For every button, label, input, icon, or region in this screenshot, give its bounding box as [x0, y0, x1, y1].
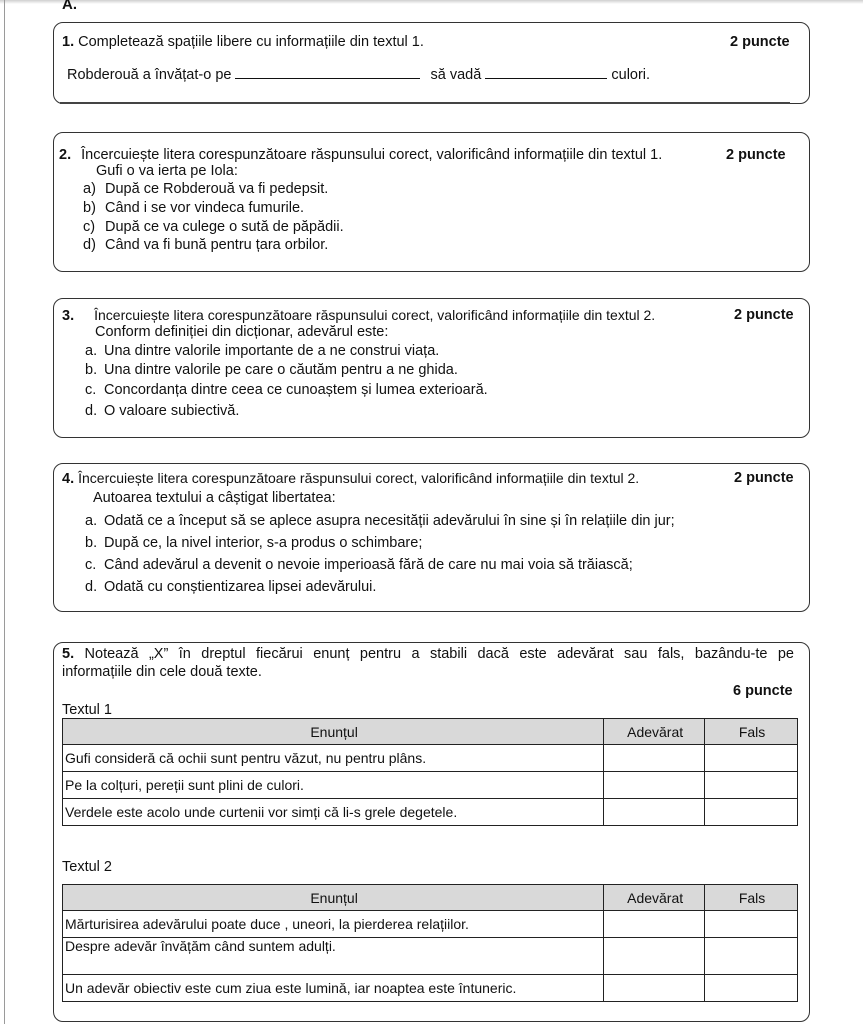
statement-cell: Gufi consideră că ochii sunt pentru văzut, nu pentru plâns.	[63, 745, 604, 772]
page-top-shade	[0, 0, 863, 4]
fill-text-part-2: să vadă	[430, 67, 482, 83]
question-2-option-d[interactable]	[83, 237, 328, 253]
statement-cell: Verdele este acolo unde curtenii vor simți că li-s grele degetele.	[63, 799, 604, 826]
table-2-label: Textul 2	[62, 859, 112, 875]
question-1-number: 1.	[62, 34, 75, 50]
option-label: d)	[83, 237, 96, 253]
question-5-number: 5.	[62, 646, 75, 662]
section-label: A.	[62, 0, 77, 13]
column-header-true: Adevărat	[604, 885, 705, 911]
true-false-table-text-1	[62, 718, 798, 826]
question-2-option-b[interactable]	[83, 200, 304, 216]
option-label: c.	[85, 382, 97, 398]
question-2-number: 2.	[59, 147, 72, 163]
fill-text-part-1: Robderouă a învățat-o pe	[67, 67, 232, 83]
fill-text-part-3: culori.	[611, 67, 651, 83]
table-row	[63, 799, 798, 826]
question-4-option-c[interactable]	[85, 557, 633, 573]
question-1-fill-sentence	[67, 66, 650, 83]
question-5-instruction-1: Notează „X” în dreptul fiecărui enunț pentru a stabili dacă este adevărat sau fals, bazându-te pe	[84, 646, 794, 662]
option-text: Una dintre valorile importante de a ne construi viața.	[104, 343, 440, 359]
question-4-option-a[interactable]	[85, 513, 675, 529]
table-row	[63, 772, 798, 799]
option-text: După ce va culege o sută de păpădii.	[105, 219, 344, 235]
option-text: După ce, la nivel interior, s-a produs o schimbare;	[104, 535, 423, 551]
option-label: d.	[85, 579, 98, 595]
fill-blank-2[interactable]	[485, 66, 607, 79]
question-3-prompt: Conform definiției din dicționar, adevărul este:	[95, 324, 389, 340]
question-1-instruction: Completează spațiile libere cu informațiile din textul 1.	[78, 34, 424, 50]
false-answer-cell[interactable]	[705, 799, 798, 826]
question-4-instruction: Încercuiește litera corespunzătoare răspunsului corect, valorificând informațiile din textul 2.	[78, 470, 640, 486]
question-2-option-a[interactable]	[83, 181, 328, 197]
option-label: c)	[83, 219, 96, 235]
option-text: Când i se vor vindeca fumurile.	[105, 200, 305, 216]
true-answer-cell[interactable]	[604, 975, 705, 1002]
question-4-option-b[interactable]	[85, 535, 422, 551]
question-2-points: 2 puncte	[726, 147, 786, 163]
statement-cell: Despre adevăr învățăm când suntem adulți.	[63, 938, 604, 975]
option-text: Odată ce a început să se aplece asupra necesității adevărului în sine și în relațiile din jur;	[104, 513, 675, 529]
question-2-prompt: Gufi o va ierta pe Iola:	[96, 163, 238, 179]
question-4-points: 2 puncte	[734, 470, 794, 486]
question-3-option-c[interactable]	[85, 382, 488, 398]
column-header-statement: Enunțul	[63, 719, 604, 745]
option-text: Una dintre valorile pe care o căutăm pentru a ne ghida.	[104, 362, 458, 378]
option-text: Odată cu conștientizarea lipsei adevărului.	[104, 579, 377, 595]
option-text: O valoare subiectivă.	[104, 403, 240, 419]
column-header-false: Fals	[705, 719, 798, 745]
option-label: b.	[85, 535, 98, 551]
question-5-points: 6 puncte	[733, 683, 793, 699]
table-row	[63, 938, 798, 975]
question-4-instruction-line	[62, 470, 639, 487]
question-4-number: 4.	[62, 471, 75, 487]
option-text: După ce Robderouă va fi pedepsit.	[105, 181, 329, 197]
question-3-instruction-line	[62, 307, 655, 324]
false-answer-cell[interactable]	[705, 772, 798, 799]
question-2-option-c[interactable]	[83, 219, 344, 235]
option-label: b)	[83, 200, 96, 216]
statement-cell: Mărturisirea adevărului poate duce , uneori, la pierderea relațiilor.	[63, 911, 604, 938]
column-header-true: Adevărat	[604, 719, 705, 745]
question-3-option-d[interactable]	[85, 403, 239, 419]
fill-blank-1[interactable]	[235, 66, 420, 79]
table-row	[63, 745, 798, 772]
statement-cell: Un adevăr obiectiv este cum ziua este lumină, iar noaptea este întuneric.	[63, 975, 604, 1002]
false-answer-cell[interactable]	[705, 911, 798, 938]
question-4-prompt: Autoarea textului a câștigat libertatea:	[93, 490, 336, 506]
option-label: a)	[83, 181, 96, 197]
false-answer-cell[interactable]	[705, 745, 798, 772]
option-text: Concordanța dintre ceea ce cunoaștem și lumea exterioară.	[104, 382, 488, 398]
table-1-label: Textul 1	[62, 702, 112, 718]
option-text: Când adevărul a devenit o nevoie imperioasă fără de care nu mai voia să trăiască;	[104, 557, 633, 573]
question-3-option-b[interactable]	[85, 362, 458, 378]
question-3-number: 3.	[62, 308, 75, 324]
option-label: c.	[85, 557, 97, 573]
true-answer-cell[interactable]	[604, 911, 705, 938]
question-5-instruction-line-2: informațiile din cele două texte.	[62, 664, 262, 680]
true-answer-cell[interactable]	[604, 772, 705, 799]
option-label: a.	[85, 513, 98, 529]
question-3-instruction: Încercuiește litera corespunzătoare răspunsului corect, valorificând informațiile din textul 2.	[94, 307, 656, 323]
question-4-option-d[interactable]	[85, 579, 376, 595]
table-row	[63, 911, 798, 938]
question-3-points: 2 puncte	[734, 307, 794, 323]
true-false-table-text-2	[62, 884, 798, 1002]
true-answer-cell[interactable]	[604, 938, 705, 975]
question-1-box-shadow	[60, 102, 790, 104]
column-header-false: Fals	[705, 885, 798, 911]
question-5-instruction-line-1	[62, 646, 794, 662]
table-row	[63, 975, 798, 1002]
false-answer-cell[interactable]	[705, 975, 798, 1002]
option-label: b.	[85, 362, 98, 378]
page-left-edge	[4, 0, 5, 1024]
true-answer-cell[interactable]	[604, 745, 705, 772]
option-text: Când va fi bună pentru țara orbilor.	[105, 237, 329, 253]
option-label: a.	[85, 343, 98, 359]
false-answer-cell[interactable]	[705, 938, 798, 975]
option-label: d.	[85, 403, 98, 419]
statement-cell: Pe la colțuri, pereții sunt plini de culori.	[63, 772, 604, 799]
question-2-instruction: Încercuiește litera corespunzătoare răspunsului corect, valorificând informațiile din textul 1.	[81, 147, 663, 163]
column-header-statement: Enunțul	[63, 885, 604, 911]
question-3-option-a[interactable]	[85, 343, 439, 359]
question-2-instruction-line	[59, 147, 662, 163]
question-1-points: 2 puncte	[730, 34, 790, 50]
true-answer-cell[interactable]	[604, 799, 705, 826]
question-1-instruction-line	[62, 34, 424, 50]
